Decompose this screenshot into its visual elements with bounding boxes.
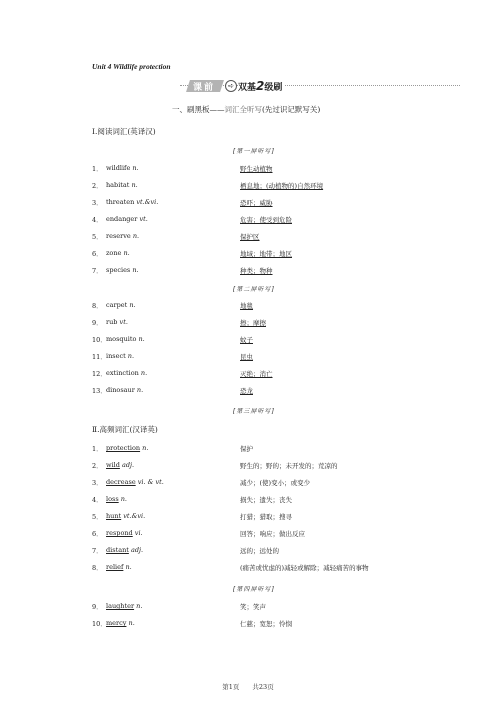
row-number: 13． <box>92 387 107 395</box>
part-of-speech: vt. <box>139 215 148 223</box>
part-of-speech: n. <box>120 495 128 503</box>
part-of-speech: n. <box>136 602 143 610</box>
row-number: 10． <box>92 620 107 628</box>
part-of-speech: adj. <box>130 546 144 554</box>
word-text: mercy <box>106 619 127 627</box>
part-of-speech: n. <box>125 563 132 571</box>
word-text: insect <box>106 352 126 360</box>
section-banner <box>180 80 460 92</box>
chinese-meaning: 野生的；野的；未开发的；荒凉的 <box>240 462 338 470</box>
chinese-meaning: 仁慈；宽恕；怜悯 <box>240 620 292 628</box>
vocab-row <box>92 495 472 506</box>
english-word <box>106 369 147 377</box>
row-number: 4． <box>92 496 103 504</box>
chinese-meaning: 地域；地带；地区 <box>240 250 292 258</box>
english-word <box>106 352 134 360</box>
word-text: hunt <box>106 512 122 520</box>
row-number: 12． <box>92 370 107 378</box>
word-text: threaten <box>106 198 135 206</box>
part-of-speech: vt.&vi. <box>136 198 159 206</box>
chinese-meaning: 灭绝；消亡 <box>240 370 273 378</box>
word-text: wildlife <box>106 164 131 172</box>
chinese-meaning: 损失；遗失；丧失 <box>240 496 292 504</box>
chinese-meaning: 危害；使受到危险 <box>240 216 292 224</box>
part-of-speech: n. <box>129 301 136 309</box>
row-number: 11． <box>92 353 107 361</box>
unit-title: Unit 4 Wildlife protection <box>92 62 171 71</box>
english-word <box>106 232 139 240</box>
part1-heading: Ⅰ.阅读词汇(英译汉) <box>92 127 156 136</box>
chinese-meaning: 擦；摩擦 <box>240 319 266 327</box>
word-text: respond <box>106 529 133 537</box>
part-of-speech: n. <box>128 619 135 627</box>
part-of-speech: n. <box>127 352 135 360</box>
word-text: zone <box>106 249 122 257</box>
banner-tag-label: 课前 <box>193 83 216 93</box>
word-text: mosquito <box>106 335 137 343</box>
vocab-row <box>92 249 472 260</box>
chinese-meaning: 蚊子 <box>240 336 253 344</box>
vocab-row <box>92 478 472 489</box>
part-of-speech: n. <box>142 444 149 452</box>
word-text: loss <box>106 495 119 503</box>
vocab-row <box>92 198 472 209</box>
band-screen-2: [第二屏听写] <box>233 286 275 293</box>
chinese-meaning: 栖息地；(动植物的)自然环境 <box>240 182 324 190</box>
chinese-meaning: 昆虫 <box>240 353 253 361</box>
vocab-row <box>92 602 472 613</box>
chinese-meaning: 种类；物种 <box>240 267 273 275</box>
band-screen-1: [第一屏听写] <box>233 148 275 155</box>
vocab-row <box>92 232 472 243</box>
row-number: 6． <box>92 250 103 258</box>
part-of-speech: n. <box>140 369 148 377</box>
vocab-row <box>92 352 472 363</box>
english-word <box>106 318 128 326</box>
row-number: 5． <box>92 513 103 521</box>
word-text: carpet <box>106 301 128 309</box>
chinese-meaning: 恐吓；威胁 <box>240 199 273 207</box>
chinese-meaning: 打猎；猎取；搜寻 <box>240 513 292 521</box>
word-text: species <box>106 266 131 274</box>
row-number: 7． <box>92 267 103 275</box>
vocab-row <box>92 181 472 192</box>
english-word <box>106 495 127 503</box>
english-word <box>106 164 139 172</box>
vocab-row <box>92 546 472 557</box>
chinese-meaning: 恐龙 <box>240 387 253 395</box>
vocab-row <box>92 318 472 329</box>
english-word <box>106 249 130 257</box>
part-of-speech: n. <box>138 335 145 343</box>
chinese-meaning: 笑；笑声 <box>240 603 266 611</box>
part-of-speech: n. <box>123 249 130 257</box>
vocab-row <box>92 369 472 380</box>
english-word <box>106 529 143 537</box>
vocab-row <box>92 529 472 540</box>
row-number: 9． <box>92 319 103 327</box>
part-of-speech: n. <box>132 232 140 240</box>
english-word <box>106 301 136 309</box>
chinese-meaning: 保护区 <box>240 233 260 241</box>
english-word <box>106 478 164 486</box>
row-number: 3． <box>92 199 103 207</box>
vocab-row <box>92 301 472 312</box>
part-of-speech: n. <box>132 266 139 274</box>
chinese-meaning: 地毯 <box>240 302 253 310</box>
row-number: 5． <box>92 233 103 241</box>
row-number: 3． <box>92 479 103 487</box>
vocab-row <box>92 164 472 175</box>
vocab-row <box>92 619 472 630</box>
chinese-meaning: 减少；(使)变小；或变少 <box>240 479 311 487</box>
section-heading: 一、刷黑板——词汇全听写(先过识记默写关) <box>172 105 321 114</box>
chinese-meaning: 野生动植物 <box>240 165 273 173</box>
part-of-speech: n. <box>131 181 138 189</box>
part2-heading: Ⅱ.高频词汇(汉译英) <box>92 425 158 434</box>
vocab-row <box>92 563 472 574</box>
row-number: 2． <box>92 182 103 190</box>
part-of-speech: n. <box>136 386 144 394</box>
chinese-meaning: 保护 <box>240 445 253 453</box>
arrow-right-icon: ➪ <box>225 80 237 92</box>
english-word <box>106 602 142 610</box>
word-text: wild <box>106 461 120 469</box>
row-number: 6． <box>92 530 103 538</box>
chinese-meaning: 远的；远处的 <box>240 547 279 555</box>
english-word <box>106 335 145 343</box>
banner-title: 双基2级刷 <box>238 79 285 93</box>
word-text: relief <box>106 563 124 571</box>
word-text: protection <box>106 444 141 452</box>
part-of-speech: vt. <box>119 318 128 326</box>
row-number: 8． <box>92 302 103 310</box>
vocab-row <box>92 386 472 397</box>
vocab-row <box>92 335 472 346</box>
chinese-meaning: (痛苦或忧虑的)减轻或解除；减轻痛苦的事物 <box>240 564 369 572</box>
word-text: distant <box>106 546 129 554</box>
english-word <box>106 198 158 206</box>
word-text: reserve <box>106 232 131 240</box>
vocab-row <box>92 461 472 472</box>
vocab-row <box>92 215 472 226</box>
part-of-speech: vi. <box>134 529 143 537</box>
row-number: 2． <box>92 462 103 470</box>
vocab-row <box>92 444 472 455</box>
word-text: habitat <box>106 181 130 189</box>
row-number: 7． <box>92 547 103 555</box>
word-text: laughter <box>106 602 135 610</box>
english-word <box>106 181 138 189</box>
row-number: 1． <box>92 445 103 453</box>
english-word <box>106 266 139 274</box>
english-word <box>106 619 135 627</box>
english-word <box>106 512 145 520</box>
english-word <box>106 215 148 223</box>
part-of-speech: vi. & vt. <box>137 478 164 486</box>
word-text: extinction <box>106 369 139 377</box>
row-number: 1． <box>92 165 103 173</box>
row-number: 4． <box>92 216 103 224</box>
part-of-speech: adj. <box>121 461 135 469</box>
part-of-speech: vt.&vi. <box>123 512 146 520</box>
english-word <box>106 461 134 469</box>
row-number: 9． <box>92 603 103 611</box>
page-footer: 第1页 共23页 <box>222 683 274 691</box>
chinese-meaning: 回答；响应；做出反应 <box>240 530 305 538</box>
english-word <box>106 444 148 452</box>
band-screen-4: [第四屏听写] <box>233 586 275 593</box>
part-of-speech: n. <box>132 164 139 172</box>
word-text: dinosaur <box>106 386 135 394</box>
vocab-row <box>92 266 472 277</box>
band-screen-3: [第三屏听写] <box>233 408 275 415</box>
word-text: decrease <box>106 478 136 486</box>
word-text: endanger <box>106 215 138 223</box>
english-word <box>106 546 143 554</box>
word-text: rub <box>106 318 118 326</box>
vocab-row <box>92 512 472 523</box>
english-word <box>106 386 143 394</box>
row-number: 10． <box>92 336 107 344</box>
english-word <box>106 563 132 571</box>
row-number: 8． <box>92 564 103 572</box>
